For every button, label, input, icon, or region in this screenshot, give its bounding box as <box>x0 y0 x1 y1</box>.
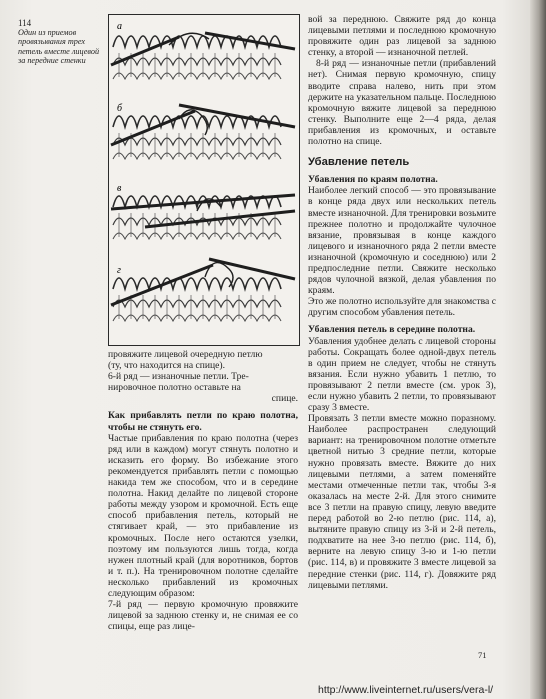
watermark-url: http://www.liveinternet.ru/users/vera-l/ <box>318 684 494 696</box>
text-line: спице. <box>271 393 298 405</box>
subsection-title: Убавления по краям полотна. <box>308 174 438 186</box>
panel-label-b: б <box>117 103 123 114</box>
text-line: нировочное полотно оставьте на <box>108 382 241 394</box>
paragraph: Убавления удобнее делать с лицевой стороны работы. Сокращать более одной-двух петель в один прием не следует, чтобы не стянуть вязания. Если нужно убавить 1 петлю, то провязывают 2 петли вместе (см. урок 3), если нужно убавить 2 петли, то провязывают сразу 3 вместе. <box>308 335 496 414</box>
knitting-drawing <box>109 15 299 345</box>
panel-v <box>111 183 295 239</box>
page-number: 71 <box>478 650 487 660</box>
section-title: Убавление петель <box>308 156 410 169</box>
paragraph: 8-й ряд — изнаночные петли (прибавлений нет). Снимая первую кромочную, спицу вводите справа налево, нить при этом держите на указательном пальце. Последнюю кромочную вяжите лицевой за переднюю стенку. Выполните еще 2—4 ряда, делая прибавления из кромочных, и оставьте полотно на спице. <box>308 58 496 148</box>
text-line: 6-й ряд — изнаночные петли. Тре- <box>108 371 249 383</box>
subsection-title: Убавления петель в середине полотна. <box>308 324 476 336</box>
panel-label-g: г <box>117 265 121 276</box>
panel-b <box>111 103 295 159</box>
paragraph: Наиболее легкий способ — это провязывание в конце ряда двух или нескольких петель вместе изнаночной. Для тренировки возьмите прежнее полотно и продолжайте чулочное вязание, провязывая в конце каждого лицевого и изнаночного ряда 2 петли вместе изнаночной (кромочную и соседнюю) или 2 предпоследние петли. Свяжите несколько рядов чулочной вязкой, делая убавления по краям. <box>308 185 496 297</box>
paragraph: вой за переднюю. Свяжите ряд до конца лицевыми петлями и последнюю кромочную провяжите один раз лицевой за заднюю стенку, а второй — изнаночной петлей. <box>308 14 496 59</box>
left-column <box>108 349 298 632</box>
panel-label-v: в <box>117 183 122 194</box>
paragraph: Частые прибавления по краю полотна (через ряд или в каждом) могут стянуть полотно и исказить его форму. Во избежание этого рекомендуется прибавлять петли с помощью накида тем же способом, что и в середине полотна. Накид делайте по лицевой стороне работы между узором и кромочной. Есть еще способ прибавления петель, который не стягивает край, — это прибавление из кромочных. После него остаются узелки, поэтому им пользуются лишь тогда, когда нужен плотный край (для воротников, бортов и т. п.). На тренировочном полотне сделайте несколько прибавлений из кромочных следующим образом: <box>108 432 298 599</box>
book-spine <box>530 0 546 699</box>
paragraph: Провязать 3 петли вместе можно поразному. Наиболее распространен следующий вариант: на тренировочном полотне отметьте цветной нитью 3 средние петли, которые нужно провязать вместе. Вяжите до них лицевыми петлями, а затем поменяйте местами отмеченные петли так, чтобы 3-я оказалась на месте 2-й. Для этого снимите все 3 петли на правую спицу, левую введите перед работой во 2-ю петлю (рис. 114, а), вытяните правую спицу из 3-й и 2-й петель, подхватите на нее 3-ю петлю (рис. 114, б), верните на левую спицу 3-ю и 1-ю петли (рис. 114, в) и провяжите 3 вместе лицевой за передние стенки (рис. 114, г). Довяжите ряд лицевыми петлями. <box>308 413 496 591</box>
panel-a <box>111 21 295 79</box>
knitting-illustration <box>108 14 300 346</box>
paragraph: Это же полотно используйте для знакомства с другим способом убавления петель. <box>308 296 496 319</box>
figure-caption: Один из приемов провязывания трех петель вместе лицевой за передние стенки <box>18 28 100 66</box>
text-line: (ту, что находится на спице). <box>108 360 226 372</box>
paragraph: 7-й ряд — первую кромочную провяжите лицевой за заднюю стенку и, не снимая ее со спицы, еще раз лице- <box>108 599 298 633</box>
panel-g <box>111 259 295 321</box>
figure-number: 114 <box>18 18 32 28</box>
right-column <box>308 14 496 591</box>
section-heading: Как прибавлять петли по краю полотна, чтобы не стянуть его. <box>108 410 298 433</box>
panel-label-a: а <box>117 21 122 32</box>
text-line: провяжите лицевой очередную петлю <box>108 349 263 360</box>
